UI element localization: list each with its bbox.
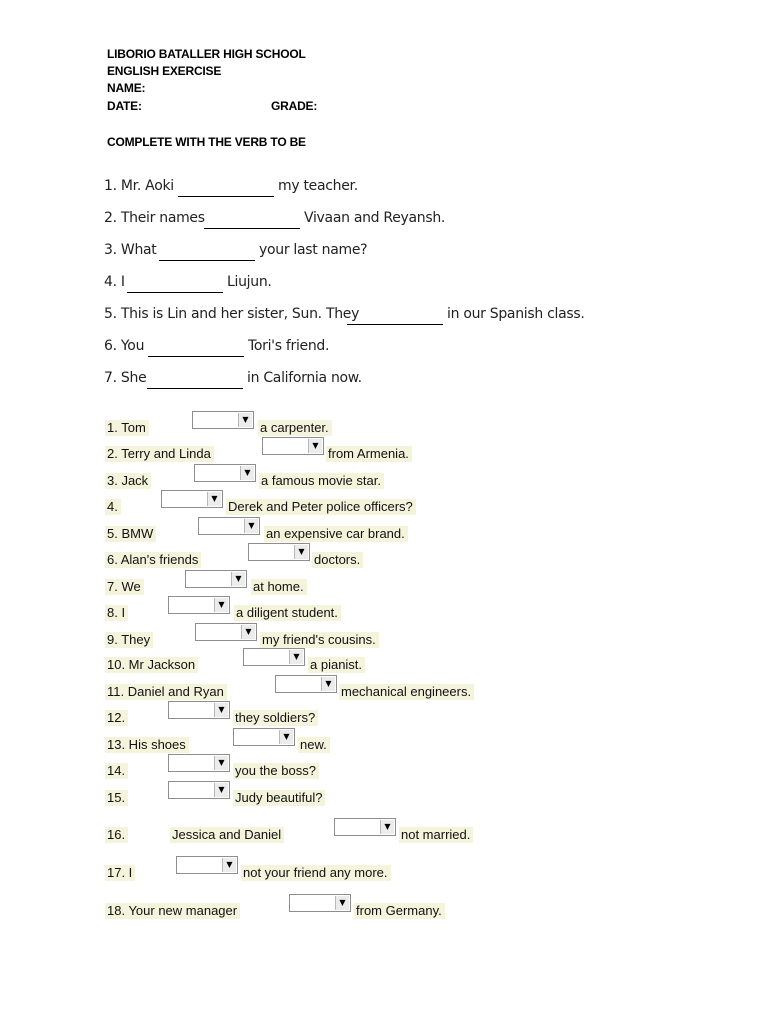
item-prompt: 8. I — [105, 605, 128, 621]
chevron-down-icon[interactable]: ▼ — [241, 625, 255, 639]
chevron-down-icon[interactable]: ▼ — [238, 413, 252, 427]
item-completion: mechanical engineers. — [339, 684, 474, 700]
dropdown-value — [276, 676, 320, 692]
item-completion: in California now. — [247, 370, 362, 386]
answer-dropdown[interactable] — [168, 781, 230, 799]
item-completion: Tori's friend. — [248, 338, 330, 354]
chevron-down-icon[interactable]: ▼ — [289, 650, 303, 664]
answer-dropdown[interactable] — [275, 675, 337, 693]
chevron-down-icon[interactable]: ▼ — [214, 598, 228, 612]
answer-dropdown[interactable] — [262, 437, 324, 455]
answer-dropdown[interactable] — [192, 411, 254, 429]
dropdown-value — [186, 571, 230, 587]
answer-blank[interactable] — [147, 388, 243, 389]
item-completion: not married. — [399, 827, 473, 843]
item-completion: a carpenter. — [258, 420, 332, 436]
item-completion: a diligent student. — [234, 605, 341, 621]
item-completion: Liujun. — [227, 274, 272, 290]
item-completion: Vivaan and Reyansh. — [304, 210, 446, 226]
instruction: COMPLETE WITH THE VERB TO BE — [107, 135, 306, 149]
answer-dropdown[interactable] — [243, 648, 305, 666]
chevron-down-icon[interactable]: ▼ — [244, 519, 258, 533]
chevron-down-icon[interactable]: ▼ — [214, 756, 228, 770]
dropdown-value — [169, 755, 213, 771]
item-completion: in our Spanish class. — [447, 306, 585, 322]
item-prompt: 1. Tom — [105, 420, 149, 436]
item-completion: my teacher. — [278, 178, 358, 194]
answer-dropdown[interactable] — [195, 623, 257, 641]
item-prompt: 12. — [105, 710, 128, 726]
chevron-down-icon[interactable]: ▼ — [207, 492, 221, 506]
item-completion: they soldiers? — [233, 710, 318, 726]
answer-blank[interactable] — [148, 356, 244, 357]
item-completion: you the boss? — [233, 763, 319, 779]
answer-dropdown[interactable] — [176, 856, 238, 874]
dropdown-value — [162, 491, 206, 507]
chevron-down-icon[interactable]: ▼ — [214, 783, 228, 797]
school-name: LIBORIO BATALLER HIGH SCHOOL — [107, 47, 306, 61]
dropdown-value — [244, 649, 288, 665]
item-completion: from Germany. — [354, 903, 445, 919]
item-prompt: 5. This is Lin and her sister, Sun. They — [104, 306, 360, 322]
dropdown-value — [263, 438, 307, 454]
answer-dropdown[interactable] — [168, 754, 230, 772]
chevron-down-icon[interactable]: ▼ — [214, 703, 228, 717]
item-completion: new. — [298, 737, 330, 753]
answer-blank[interactable] — [178, 196, 274, 197]
dropdown-value — [169, 597, 213, 613]
answer-blank[interactable] — [347, 324, 443, 325]
dropdown-value — [169, 702, 213, 718]
item-prompt: 16. — [105, 827, 128, 843]
item-prompt: 15. — [105, 790, 128, 806]
item-prompt: 13. His shoes — [105, 737, 189, 753]
item-completion: a pianist. — [308, 657, 365, 673]
answer-blank[interactable] — [204, 228, 300, 229]
item-prompt: 2. Terry and Linda — [105, 446, 214, 462]
dropdown-value — [290, 895, 334, 911]
chevron-down-icon[interactable]: ▼ — [231, 572, 245, 586]
item-prompt: 9. They — [105, 632, 153, 648]
item-completion: a famous movie star. — [259, 473, 384, 489]
item-prompt: 11. Daniel and Ryan — [105, 684, 227, 700]
item-prompt: 7. We — [105, 579, 144, 595]
item-completion: an expensive car brand. — [264, 526, 408, 542]
item-prompt: 3. Jack — [105, 473, 151, 489]
item-prompt: 4. — [105, 499, 121, 515]
dropdown-value — [196, 624, 240, 640]
answer-dropdown[interactable] — [334, 818, 396, 836]
item-completion: doctors. — [312, 552, 363, 568]
item-prompt: 14. — [105, 763, 128, 779]
answer-dropdown[interactable] — [248, 543, 310, 561]
dropdown-value — [177, 857, 221, 873]
answer-dropdown[interactable] — [168, 596, 230, 614]
answer-dropdown[interactable] — [168, 701, 230, 719]
dropdown-value — [199, 518, 243, 534]
dropdown-value — [193, 412, 237, 428]
item-prompt: 5. BMW — [105, 526, 156, 542]
subject-title: ENGLISH EXERCISE — [107, 64, 222, 78]
item-prompt: 4. I — [104, 274, 125, 290]
answer-dropdown[interactable] — [198, 517, 260, 535]
item-completion: your last name? — [259, 242, 368, 258]
item-prompt: 1. Mr. Aoki — [104, 178, 174, 194]
item-prompt: 3. What — [104, 242, 157, 258]
answer-dropdown[interactable] — [233, 728, 295, 746]
item-prompt: 7. She — [104, 370, 147, 386]
chevron-down-icon[interactable]: ▼ — [294, 545, 308, 559]
item-prompt: 10. Mr Jackson — [105, 657, 198, 673]
name-label: NAME: — [107, 81, 146, 95]
dropdown-value — [169, 782, 213, 798]
date-label: DATE: — [107, 99, 142, 113]
answer-dropdown[interactable] — [161, 490, 223, 508]
answer-blank[interactable] — [159, 260, 255, 261]
answer-dropdown[interactable] — [194, 464, 256, 482]
item-prompt: 6. You — [104, 338, 145, 354]
item-completion: at home. — [251, 579, 307, 595]
item-completion: from Armenia. — [326, 446, 412, 462]
chevron-down-icon[interactable]: ▼ — [222, 858, 236, 872]
dropdown-value — [195, 465, 239, 481]
answer-dropdown[interactable] — [185, 570, 247, 588]
answer-dropdown[interactable] — [289, 894, 351, 912]
grade-label: GRADE: — [271, 99, 318, 113]
item-completion: Derek and Peter police officers? — [226, 499, 416, 515]
item-prompt: 2. Their names — [104, 210, 205, 226]
dropdown-value — [234, 729, 278, 745]
item-completion: Judy beautiful? — [233, 790, 325, 806]
chevron-down-icon[interactable]: ▼ — [335, 896, 349, 910]
chevron-down-icon[interactable]: ▼ — [240, 466, 254, 480]
item-prompt: 6. Alan's friends — [105, 552, 201, 568]
dropdown-value — [335, 819, 379, 835]
chevron-down-icon[interactable]: ▼ — [308, 439, 322, 453]
item-prompt: 17. I — [105, 865, 135, 881]
chevron-down-icon[interactable]: ▼ — [279, 730, 293, 744]
item-subject: Jessica and Daniel — [170, 827, 284, 843]
item-completion: my friend's cousins. — [260, 632, 379, 648]
answer-blank[interactable] — [127, 292, 223, 293]
item-prompt: 18. Your new manager — [105, 903, 240, 919]
dropdown-value — [249, 544, 293, 560]
chevron-down-icon[interactable]: ▼ — [321, 677, 335, 691]
chevron-down-icon[interactable]: ▼ — [380, 820, 394, 834]
item-completion: not your friend any more. — [241, 865, 391, 881]
